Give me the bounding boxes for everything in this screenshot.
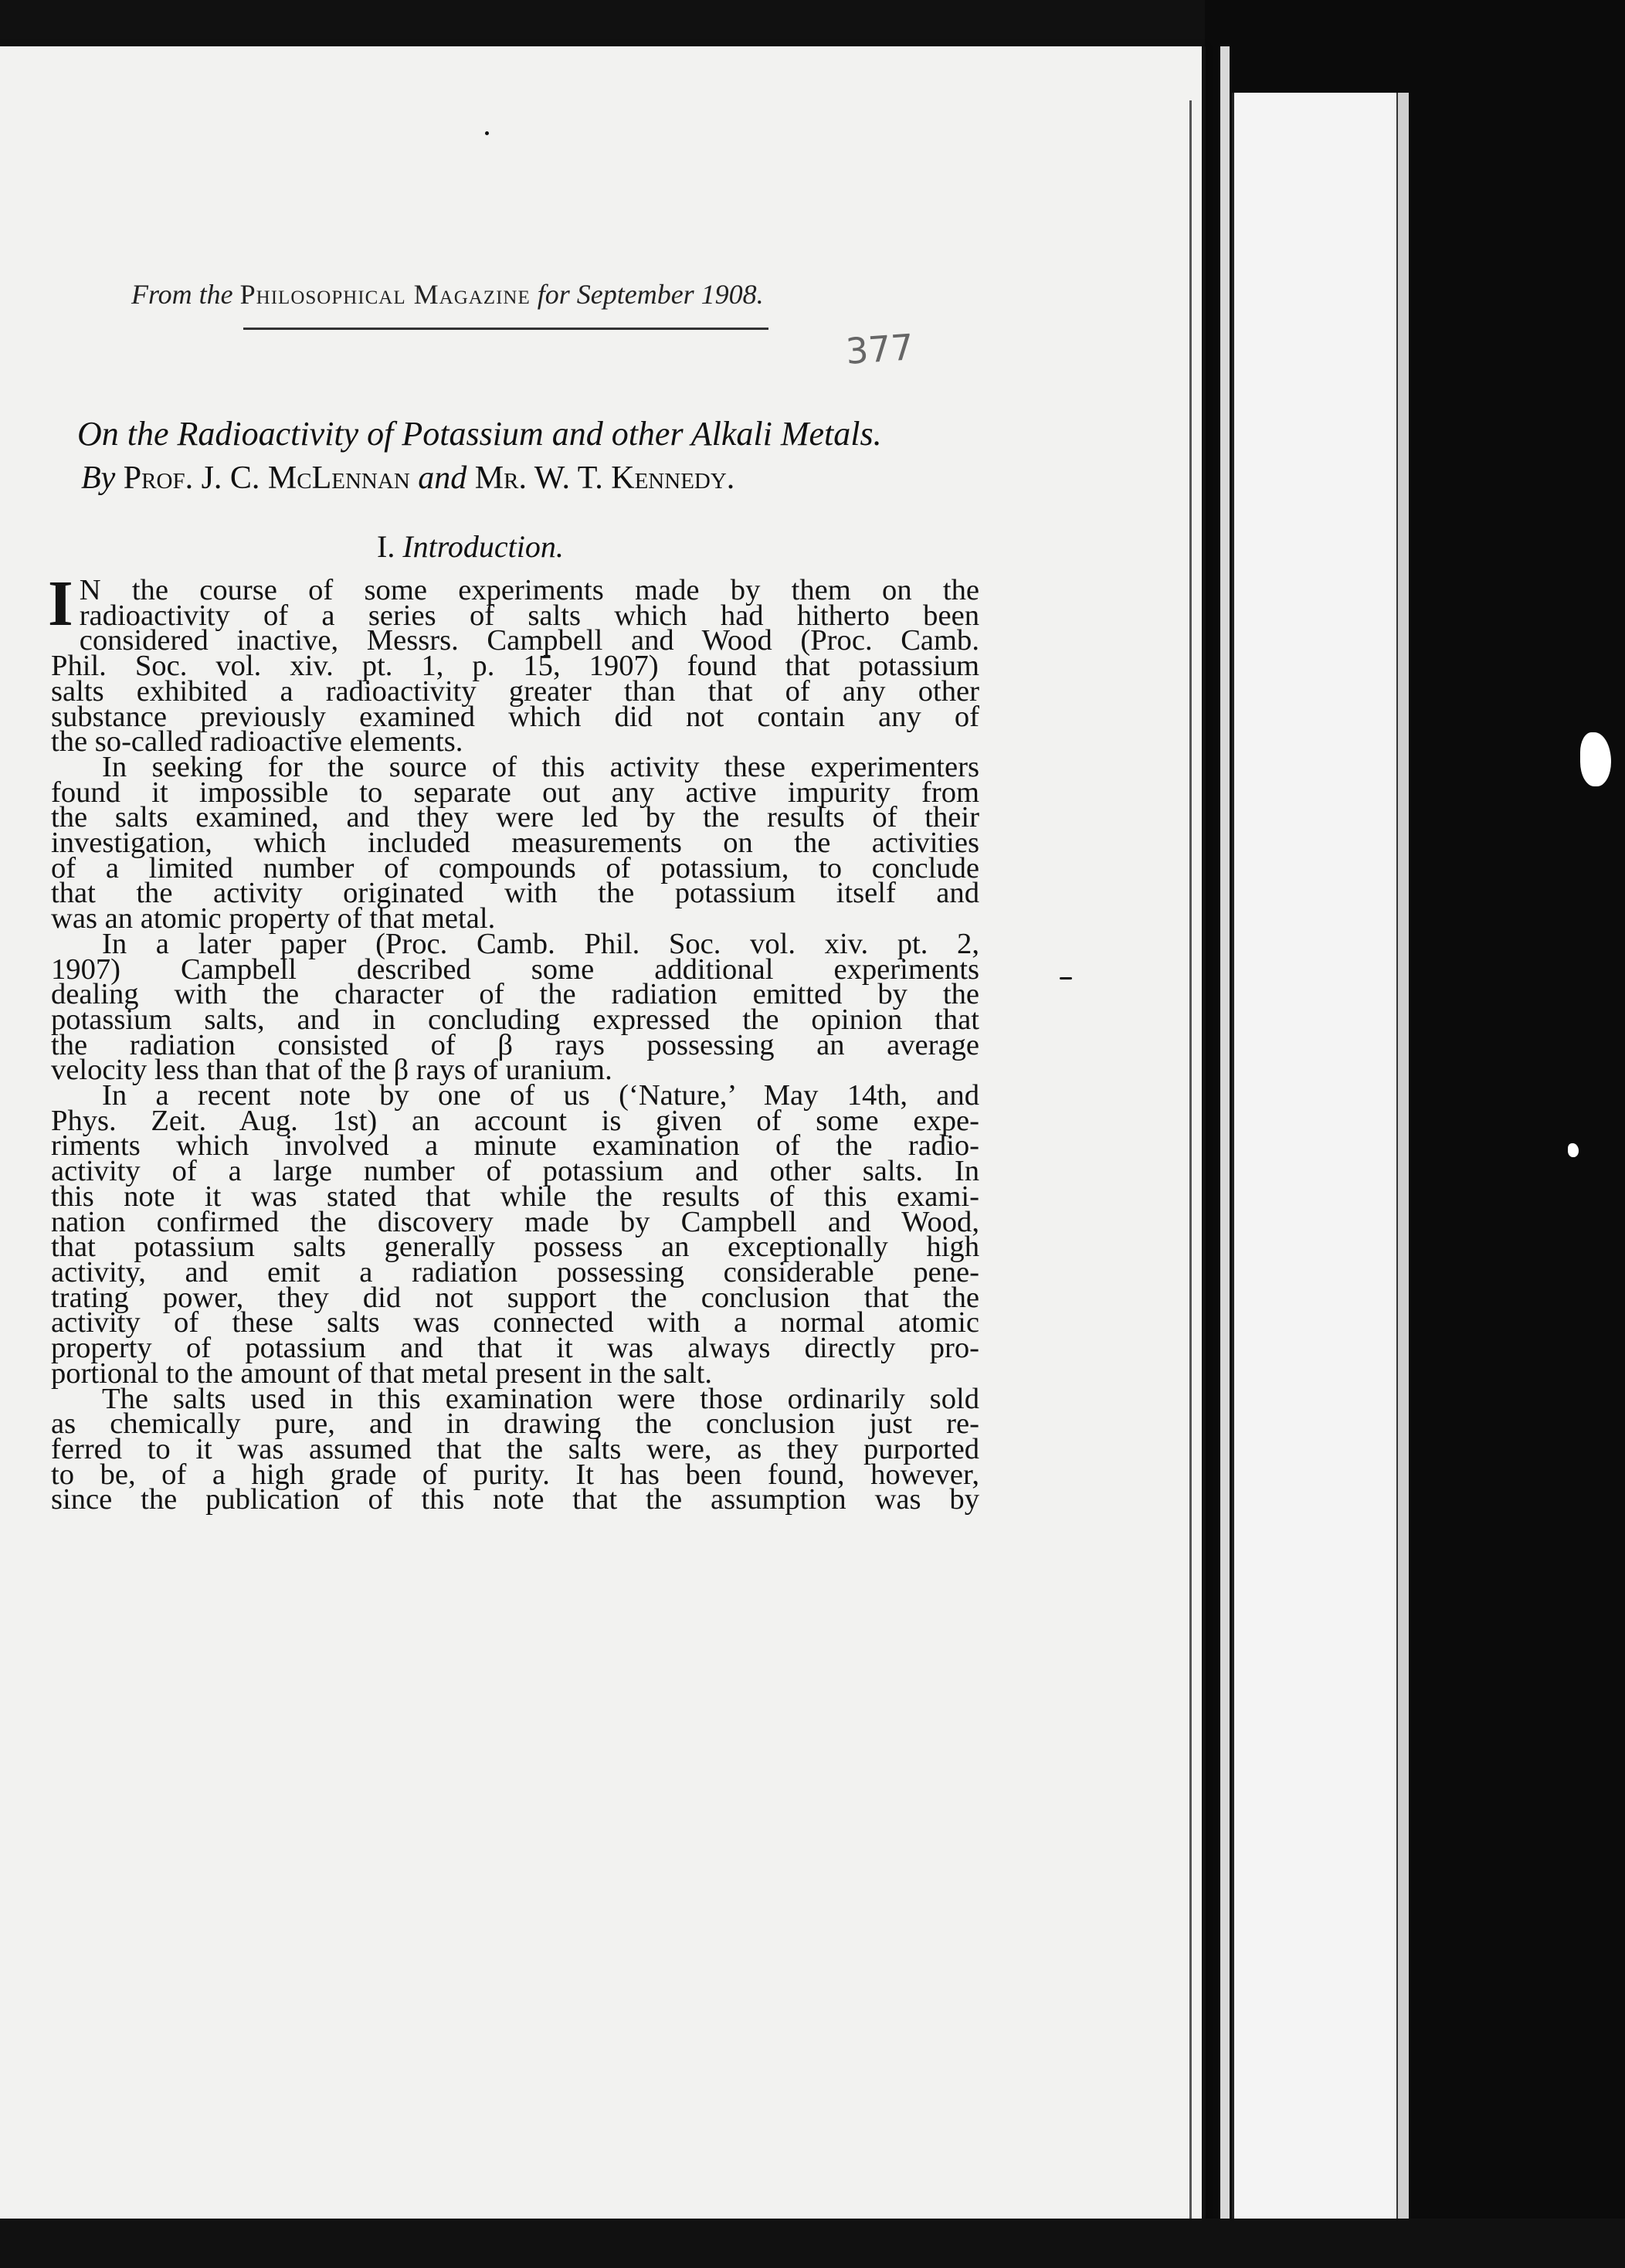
text-line: velocity less than that of the β rays of uranium. <box>51 1054 612 1087</box>
text-line: the so-called radioactive elements. <box>51 725 463 759</box>
text-line: In seeking for the source of this activity these experimenters <box>102 750 979 783</box>
page-edge <box>1220 46 1230 2219</box>
text-line: the radiation consisted of β rays possessing an average <box>51 1028 979 1061</box>
text-line: In a later paper (Proc. Camb. Phil. Soc. vol. xiv. pt. 2, <box>102 927 979 960</box>
speck-mark <box>485 131 489 135</box>
text-line: portional to the amount of that metal present in the salt. <box>51 1356 713 1390</box>
text-line: The salts used in this examination were those ordinarily sold <box>102 1382 979 1415</box>
page-fold-line <box>1189 100 1192 2256</box>
text-line: that potassium salts generally possess an exceptionally high <box>51 1231 979 1264</box>
text-line: 1907) Campbell described some additional experiments <box>51 952 979 986</box>
section-number: I. <box>377 529 395 564</box>
text-line: of a limited number of compounds of potassium, to conclude <box>51 851 979 884</box>
section-heading <box>377 528 564 565</box>
adjacent-page-edge-2 <box>1396 93 1409 2219</box>
text-line: investigation, which included measurements on the activities <box>51 827 979 860</box>
byline-and: and <box>418 460 467 496</box>
text-line: In a recent note by one of us (‘Nature,’ May 14th, and <box>102 1079 979 1112</box>
masthead-suffix: for September 1908. <box>537 279 764 310</box>
drop-cap: I <box>48 568 73 640</box>
text-line: this note it was stated that while the results of this exami- <box>51 1180 979 1213</box>
text-line: dealing with the character of the radiation emitted by the <box>51 978 979 1011</box>
text-line: activity, and emit a radiation possessing considerable pene- <box>51 1255 979 1288</box>
text-line: N the course of some experiments made by them on the <box>79 574 979 606</box>
journal-page <box>0 46 1206 2222</box>
text-line: activity of a large number of potassium and other salts. In <box>51 1155 979 1188</box>
text-line: since the publication of this note that the assumption was by <box>51 1483 979 1516</box>
scan-border-top <box>0 0 1213 46</box>
text-line: found it impossible to separate out any active impurity from <box>51 776 979 809</box>
article-title: On the Radioactivity of Potassium and other Alkali Metals. <box>77 415 882 453</box>
text-line: considered inactive, Messrs. Campbell and Wood (Proc. Camb. <box>79 624 979 657</box>
scan-blemish-small <box>1568 1143 1579 1157</box>
section-title: Introduction. <box>402 529 564 564</box>
article-byline <box>81 460 1008 497</box>
text-line: radioactivity of a series of salts which had hitherto been <box>79 599 979 632</box>
masthead-journal: Philosophical Magazine <box>239 279 531 310</box>
adjacent-page-edge <box>1232 93 1396 2219</box>
byline-by: By <box>81 460 116 496</box>
text-line: activity of these salts was connected with a normal atomic <box>51 1306 979 1339</box>
scan-border-bottom <box>0 2219 1625 2268</box>
stray-dash-mark <box>1060 977 1072 980</box>
text-line: the salts examined, and they were led by the results of their <box>51 801 979 834</box>
text-line: potassium salts, and in concluding expressed the opinion that <box>51 1003 979 1036</box>
masthead <box>131 278 873 311</box>
text-line: trating power, they did not support the conclusion that the <box>51 1281 979 1314</box>
text-line: to be, of a high grade of purity. It has been found, however, <box>51 1458 979 1491</box>
text-line: nation confirmed the discovery made by Campbell and Wood, <box>51 1205 979 1238</box>
pencil-annotation: 377 <box>844 326 915 372</box>
masthead-rule <box>243 328 768 330</box>
masthead-prefix: From the <box>131 279 233 310</box>
text-line: riments which involved a minute examination of the radio- <box>51 1129 979 1163</box>
text-line: substance previously examined which did not contain any of <box>51 700 979 733</box>
text-line: ferred to it was assumed that the salts were, as they purported <box>51 1432 979 1465</box>
text-line: that the activity originated with the potassium itself and <box>51 877 979 910</box>
article-body <box>48 568 979 1516</box>
text-line: was an atomic property of that metal. <box>51 902 496 935</box>
text-line: Phys. Zeit. Aug. 1st) an account is given of some expe- <box>51 1104 979 1137</box>
text-line: Phil. Soc. vol. xiv. pt. 1, p. 15, 1907) found that potassium <box>51 650 979 683</box>
text-line: property of potassium and that it was always directly pro- <box>51 1332 979 1365</box>
author-2: Mr. W. T. Kennedy. <box>474 460 735 496</box>
author-1: Prof. J. C. McLennan <box>123 460 410 496</box>
text-line: as chemically pure, and in drawing the conclusion just re- <box>51 1407 979 1441</box>
text-line: salts exhibited a radioactivity greater than that of any other <box>51 674 979 708</box>
